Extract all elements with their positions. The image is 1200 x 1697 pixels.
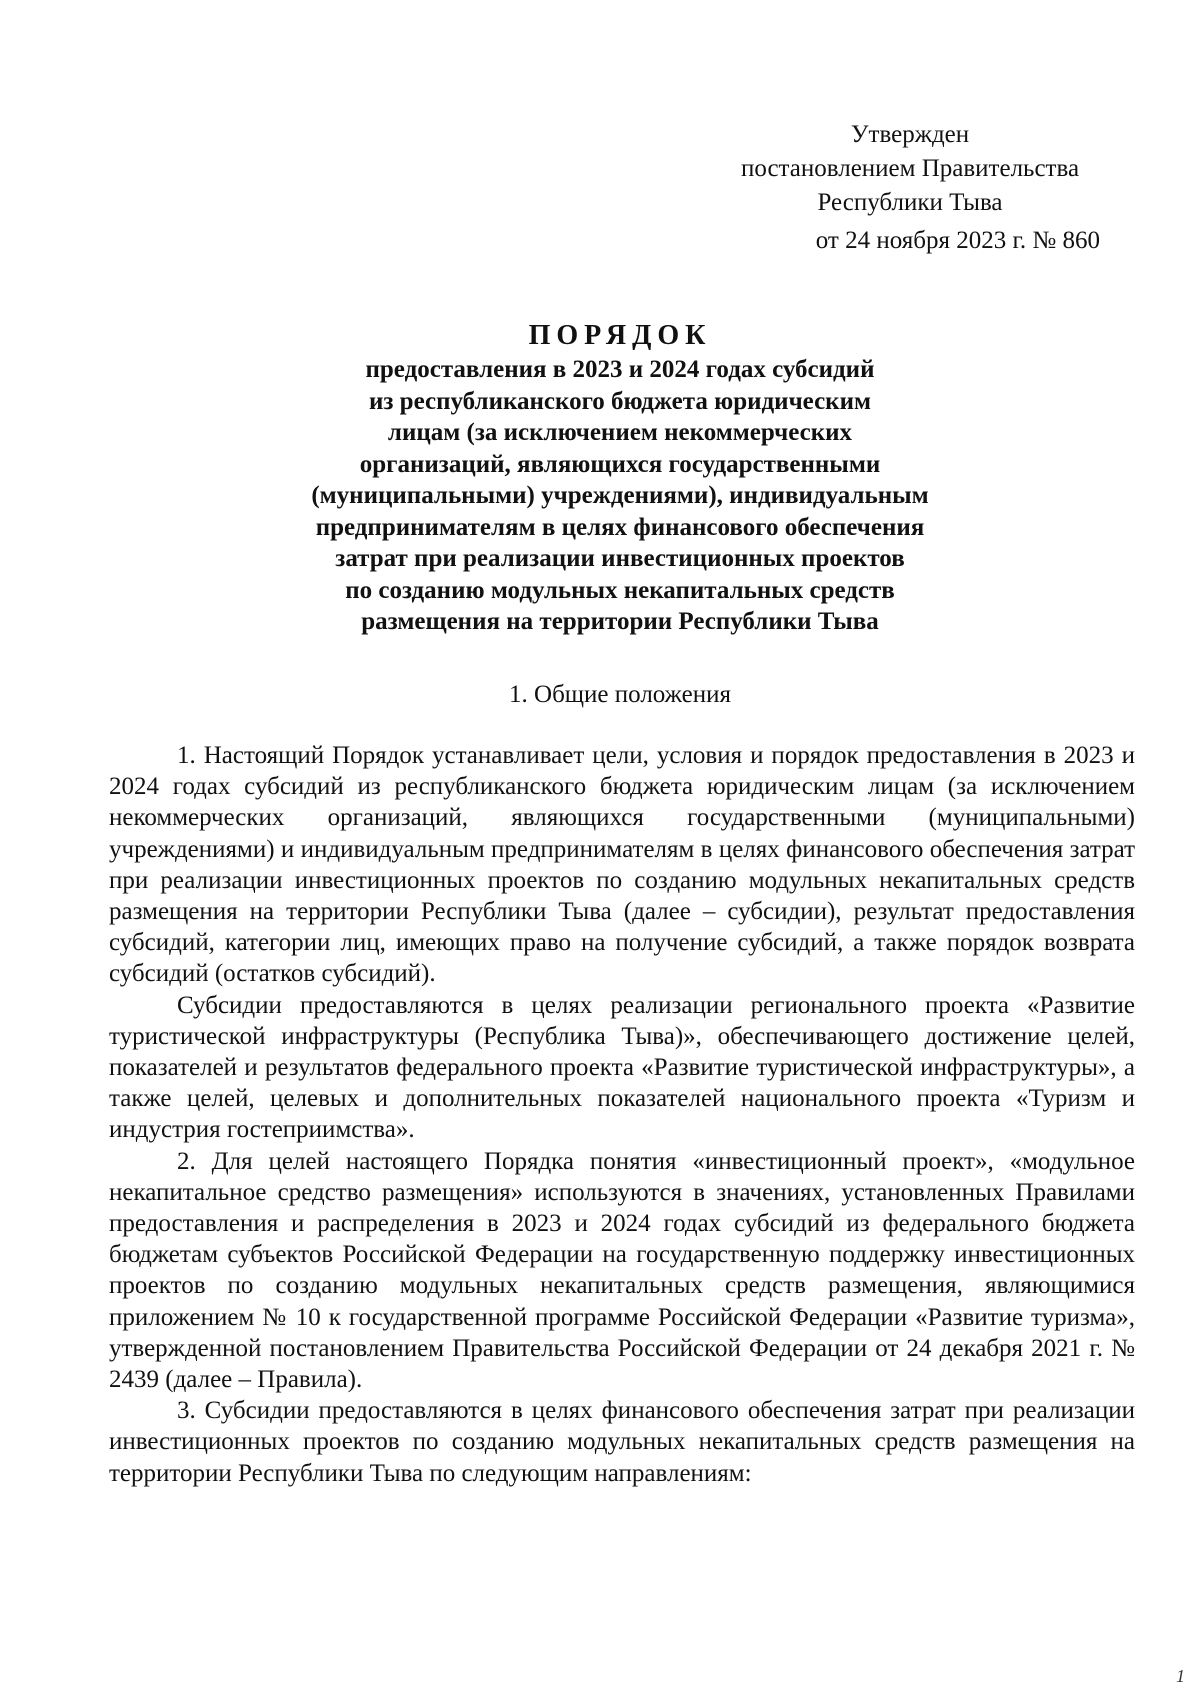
subtitle-line: лицам (за исключением некоммерческих [387, 419, 853, 446]
subtitle-line: организаций, являющихся государственными [359, 450, 881, 478]
paragraph-2: Субсидии предоставляются в целях реализации регионального проекта «Развитие туристической инфраструктуры (Республика Тыва)», обеспечивающего достижение целей, показателей и результатов федерального проекта «Развитие туристической инфраструктуры», а также целей, целевых и дополнительных показателей национального проекта «Туризм и индустрия гостеприимства». [109, 991, 1135, 1144]
subtitle-line: размещения на территории Республики Тыва [361, 608, 879, 635]
approval-line-2: постановлением Правительства [740, 155, 1080, 182]
approval-line-1: Утвержден [850, 121, 970, 148]
paragraph-3: 2. Для целей настоящего Порядка понятия «инвестиционный проект», «модульное некапитальное средство размещения» используются в значениях, установленных Правилами предоставления и распределения в 2023 и 2024 годах субсидий из федерального бюджета бюджетам субъектов Российской Федерации на государственную поддержку инвестиционных проектов по созданию модульных некапитальных средств размещения, являющимися приложением № 10 к государственной программе Российской Федерации «Развитие туризма», утвержденной постановлением Правительства Российской Федерации от 24 декабря 2021 г. № 2439 (далее – Правила). [109, 1147, 1135, 1394]
subtitle-line: по созданию модульных некапитальных средств [345, 576, 895, 604]
title-subtitle [240, 354, 1000, 638]
document-title [240, 318, 1000, 638]
paragraph-1: 1. Настоящий Порядок устанавливает цели, условия и порядок предоставления в 2023 и 2024 годах субсидий из республиканского бюджета юридическим лицам (за исключением некоммерческих организаций, являющихся государственными (муниципальными) учреждениями) и индивидуальным предпринимателям в целях финансового обеспечения затрат при реализации инвестиционных проектов по созданию модульных некапитальных средств размещения на территории Республики Тыва (далее – субсидии), результат предоставления субсидий, категории лиц, имеющих право на получение субсидий, а также порядок возврата субсидий (остатков субсидий). [109, 742, 1135, 988]
subtitle-line: затрат при реализации инвестиционных проектов [335, 545, 905, 572]
subtitle-line: (муниципальными) учреждениями), индивидуальным [311, 482, 929, 509]
approval-stamp [700, 118, 1120, 258]
approval-line-3: Республики Тыва [817, 189, 1003, 216]
subtitle-line: предоставления в 2023 и 2024 годах субсидий [365, 356, 875, 383]
subtitle-line: из республиканского бюджета юридическим [368, 387, 871, 415]
subtitle-line: предпринимателям в целях финансового обеспечения [315, 513, 925, 541]
section-heading: 1. Общие положения [509, 681, 731, 708]
body-text [109, 740, 1135, 1489]
page-number: 1 [1176, 1666, 1185, 1686]
paragraph-4: 3. Субсидии предоставляются в целях финансового обеспечения затрат при реализации инвестиционных проектов по созданию модульных некапитальных средств размещения на территории Республики Тыва по следующим направлениям: [109, 1397, 1135, 1487]
title-main: ПОРЯДОК [528, 320, 712, 351]
approval-date: от 24 ноября 2023 г. № 860 [815, 227, 1100, 254]
